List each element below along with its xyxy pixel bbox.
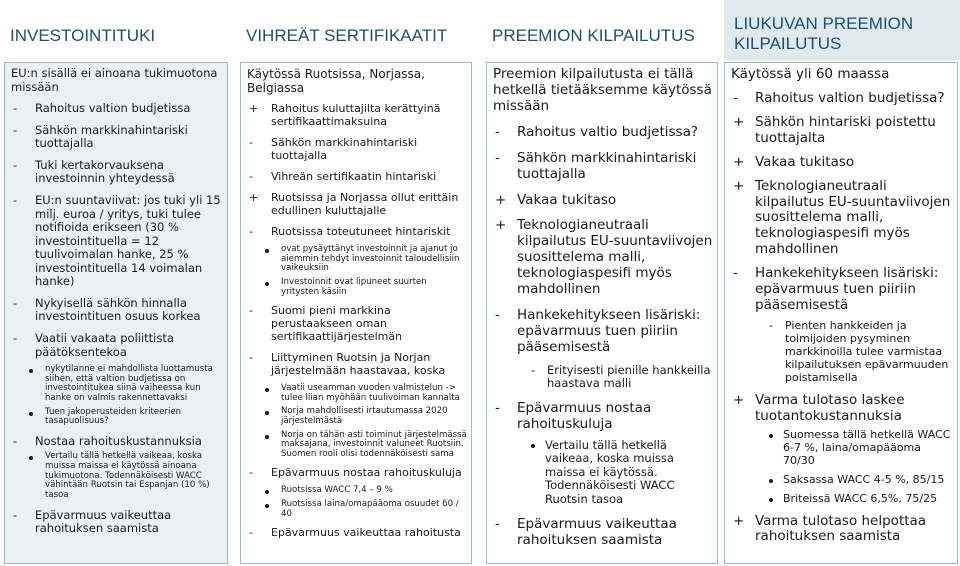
list-item: - Hankekehitykseen lisäriski: epävarmuus tuen piiriin pääsemisestä <box>495 307 701 355</box>
intro-text: Preemion kilpailutusta ei tällä hetkellä tietääksemme käytössä missään <box>493 66 712 114</box>
bullet-item: Vertailu tällä hetkellä vaikeaa, koska muissa maissa ei käytössä ainoana tukimuotona. Todennäköisesti WACC vähintään Ruotsin tai Espanjan (10 %) tasoa <box>11 452 223 500</box>
list-item: + Teknologianeutraali kilpailutus EU-suuntaviivojen suosittelema malli, teknologiaspesifi myös mahdollinen <box>733 177 951 258</box>
list-item: - Ruotsissa toteutuneet hintariskit <box>249 225 451 239</box>
bullet-item: Norja mahdollisesti irtautumassa 2020 järjestelmästä <box>247 407 467 426</box>
sub-item: - Pienten hankkeiden ja toimijoiden pysyminen markkinoilla tulee varmistaa kilpailutuksen epävarmuuden poistamisella <box>769 318 949 384</box>
bullet-item: Norja on tähän asti toiminut järjestelmässä maksajana, investoinnit valuneet Ruotsiin. Suomen rooli olisi todennäköisesti sama <box>247 431 467 460</box>
bullet-item: Vaatii useamman vuoden valmistelun -> tulee liian myöhään tuulivoiman kannalta <box>247 384 467 403</box>
sub-item: - Erityisesti pienille hankkeilla haastava malli <box>531 362 711 391</box>
list-item: - Nykyisellä sähkön hinnalla investointituen osuus korkea <box>13 295 201 324</box>
list-item: - Sähkön markkinahintariski tuottajalla <box>249 136 418 163</box>
intro-text: EU:n sisällä ei ainoana tukimuotona missään <box>11 66 218 94</box>
column-title: VIHREÄT SERTIFIKAATIT <box>246 26 448 45</box>
intro-text: Käytössä Ruotsissa, Norjassa, Belgiassa <box>247 67 425 96</box>
bullet-item: Briteissä WACC 6,5%, 75/25 <box>731 493 953 506</box>
list-item: - Tuki kertakorvauksena investoinnin yhteydessä <box>13 157 175 186</box>
column-title: PREEMION KILPAILUTUS <box>492 26 695 45</box>
list-item: - Rahoitus valtion budjetissa <box>13 101 191 116</box>
list-item: - Vaatii vakaata poliittista päätöksentekoa <box>13 331 174 359</box>
intro-text: Käytössä yli 60 maassa <box>731 66 890 82</box>
bullet-item: nykytilanne ei mahdollista luottamusta siihen, että valtion budjetissa on investointitukea siinä vaiheessa kun hanke on valmis rakennettavaksi <box>11 365 223 404</box>
list-item: - Vihreän sertifikaatin hintariski <box>249 170 437 184</box>
bullet-item: Investoinnit ovat lipuneet suurten yritysten käsiin <box>247 278 467 297</box>
list-item: + Rahoitus kuluttajilta kerättyinä sertifikaattimaksuina <box>249 102 441 129</box>
column-header <box>236 0 476 60</box>
list-item: + Teknologianeutraali kilpailutus EU-suuntaviivojen suosittelema malli, teknologiaspesifi myös mahdollinen <box>495 217 713 298</box>
bullet-item: Tuen jakoperusteiden kriteerien tasapuolisuus? <box>11 408 223 427</box>
bullet-item: Ruotsissa laina/omapääoma osuudet 60 / 40 <box>247 500 467 519</box>
list-item: - Epävarmuus vaikeuttaa rahoitusta <box>249 526 461 540</box>
column-title: INVESTOINTITUKI <box>10 26 156 45</box>
list-item: + Vakaa tukitaso <box>495 191 617 208</box>
column-box <box>724 62 958 564</box>
column-vihreat-sertifikaatit <box>236 0 476 566</box>
list-item: - Suomi pieni markkina perustaakseen oman sertifikaattijärjestelmän <box>249 304 403 344</box>
bullet-item: ovat pysäyttänyt investoinnit ja ajanut jo aiemmin tehdyt investoinnit taloudellisiin vaikeuksiin <box>247 245 467 274</box>
column-box <box>486 62 718 564</box>
column-header <box>482 0 722 60</box>
column-liukuvan-preemion-kilpailutus <box>724 0 960 566</box>
bullet-item: Vertailu tällä hetkellä vaikeaa, koska muissa maissa ei käytössä. Todennäköisesti WACC Ruotsin tasoa <box>493 439 713 507</box>
list-item: + Sähkön hintariski poistettu tuottajalta <box>733 113 936 146</box>
list-item: - Rahoitus valtio budjetissa? <box>495 123 699 140</box>
list-item: - Nostaa rahoituskustannuksia <box>13 433 202 448</box>
list-item: - Epävarmuus vaikeuttaa rahoituksen saamista <box>13 507 172 536</box>
list-item: - Liittyminen Ruotsin ja Norjan järjestelmään haastavaa, koska <box>249 351 446 378</box>
list-item: - Hankekehitykseen lisäriski: epävarmuus tuen piiriin pääsemisestä <box>733 265 939 314</box>
column-preemion-kilpailutus <box>482 0 722 566</box>
column-title: LIUKUVAN PREEMION KILPAILUTUS <box>734 14 914 53</box>
list-item: - Epävarmuus vaikeuttaa rahoituksen saamista <box>495 515 677 548</box>
bullet-item: Saksassa WACC 4-5 %, 85/15 <box>731 474 953 487</box>
column-header <box>724 0 960 60</box>
list-item: + Varma tulotaso helpottaa rahoituksen saamista <box>733 512 927 545</box>
bullet-item: Suomessa tällä hetkellä WACC 6-7 %, laina/omapääoma 70/30 <box>731 429 953 468</box>
column-investointituki <box>0 0 232 566</box>
column-box <box>240 62 472 564</box>
list-item: - Epävarmuus nostaa rahoituskuluja <box>249 466 462 480</box>
list-item: - EU:n suuntaviivat: jos tuki yli 15 milj. euroa / yritys, tuki tulee notifioida erikseen (30 % investointituella = 12 tuulivoimalan hanke, 25 % investointituella 14 voimalan hanke) <box>13 192 221 289</box>
list-item: + Ruotsissa ja Norjassa ollut erittäin edullinen kuluttajalle <box>249 191 459 218</box>
list-item: - Epävarmuus nostaa rahoituskuluja <box>495 399 652 432</box>
list-item: + Vakaa tukitaso <box>733 153 855 170</box>
list-item: - Rahoitus valtion budjetissa? <box>733 89 945 106</box>
column-header <box>0 0 232 60</box>
list-item: + Varma tulotaso laskee tuotantokustannuksia <box>733 391 905 424</box>
bullet-item: Ruotsissa WACC 7,4 – 9 % <box>247 486 467 496</box>
list-item: - Sähkön markkinahintariski tuottajalla <box>13 122 188 151</box>
column-box <box>4 62 228 564</box>
list-item: - Sähkön markkinahintariski tuottajalla <box>495 149 697 182</box>
